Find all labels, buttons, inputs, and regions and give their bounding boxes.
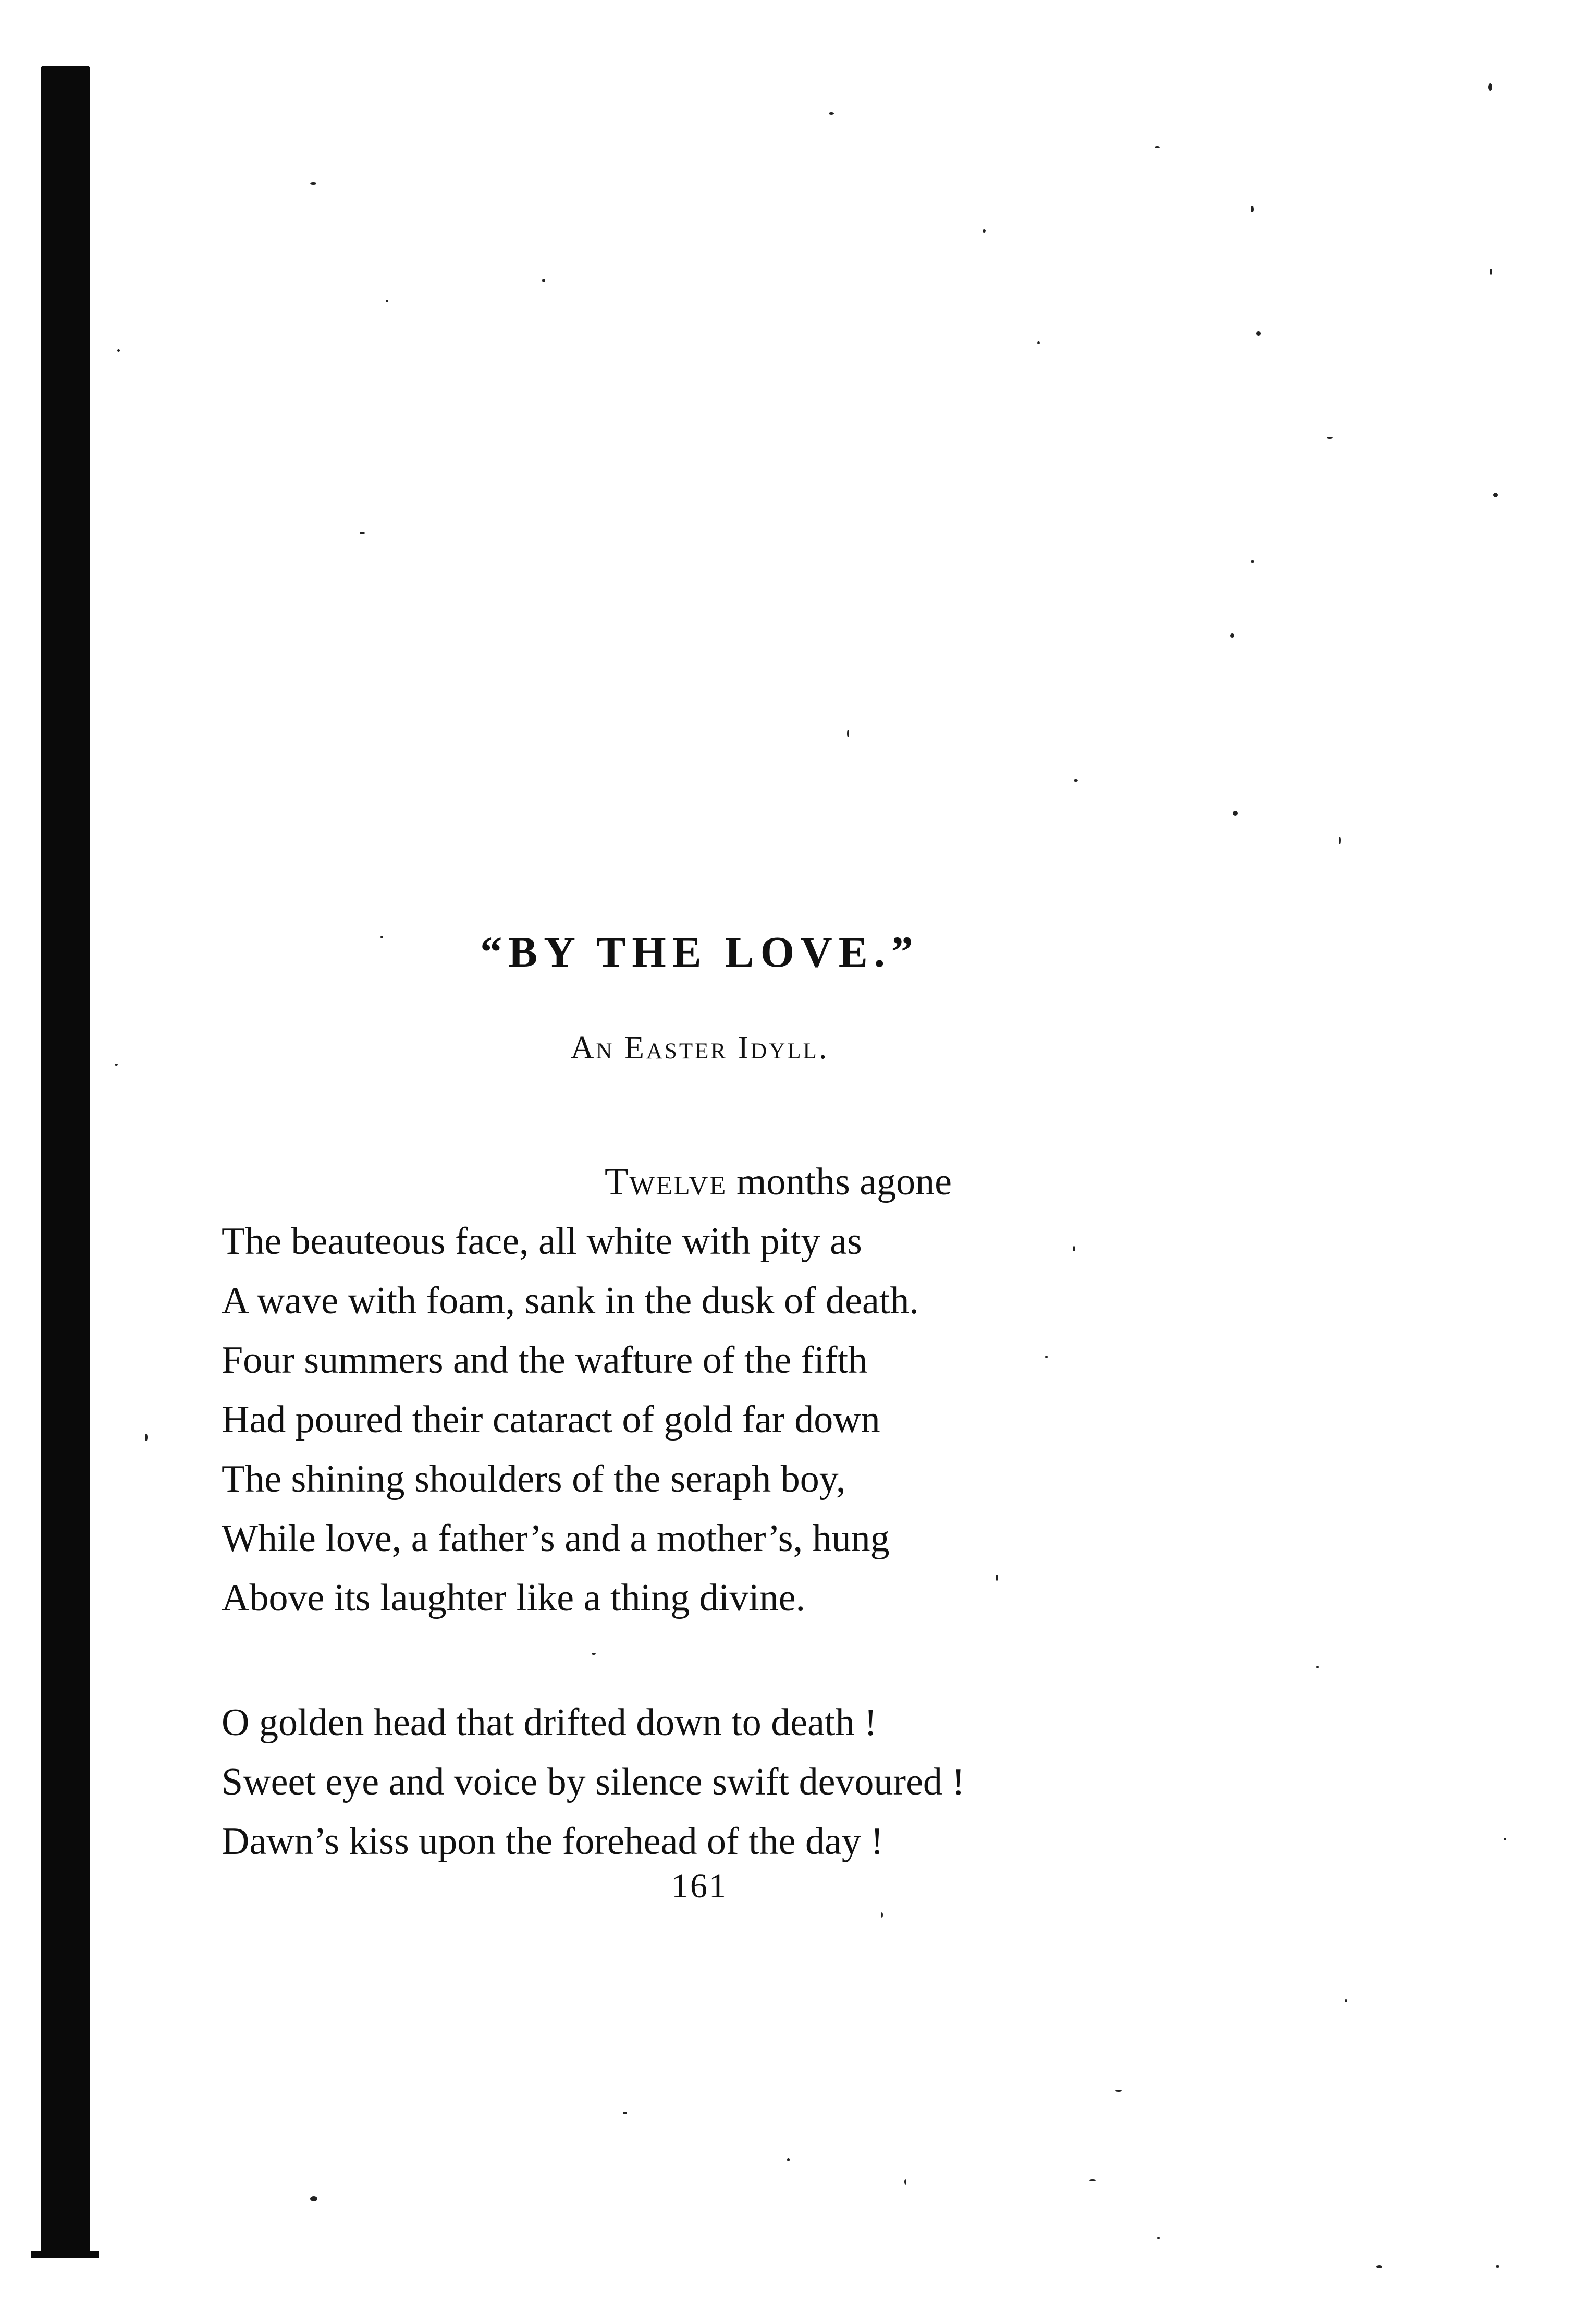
scan-speck xyxy=(1256,331,1261,336)
poem-title: “BY THE LOVE.” xyxy=(480,928,919,977)
scan-speck xyxy=(1376,2265,1382,2268)
poem-line: Had poured their cataract of gold far down xyxy=(222,1398,880,1441)
scan-speck xyxy=(1037,341,1040,344)
poem-body xyxy=(222,1152,1342,1936)
scan-speck xyxy=(1488,83,1492,91)
first-line-rest: months agone xyxy=(727,1161,952,1203)
scan-speck xyxy=(310,2196,317,2201)
scan-speck xyxy=(829,112,834,115)
scan-speck xyxy=(787,2158,790,2161)
scan-speck xyxy=(1230,633,1234,638)
scan-speck xyxy=(1233,811,1238,816)
scan-speck xyxy=(1089,2179,1096,2181)
poem-line: A wave with foam, sank in the dusk of death. xyxy=(222,1279,919,1322)
scan-speck xyxy=(904,2179,906,2185)
poem-line: The shining shoulders of the seraph boy, xyxy=(222,1458,846,1500)
first-word: Twelve xyxy=(605,1161,727,1203)
scan-speck xyxy=(847,730,849,737)
scan-speck xyxy=(1504,1838,1506,1840)
scan-speck xyxy=(117,349,120,352)
scan-speck xyxy=(1493,493,1498,497)
poem-line: While love, a father’s and a mother’s, hung xyxy=(222,1517,890,1560)
scan-speck xyxy=(1339,837,1341,844)
poem-line: Sweet eye and voice by silence swift devoured ! xyxy=(222,1761,965,1803)
scan-speck xyxy=(623,2112,627,2114)
stanza-1 xyxy=(222,1152,1342,1628)
scan-speck xyxy=(1251,206,1254,212)
poem-subtitle: An Easter Idyll. xyxy=(570,1030,829,1066)
scan-speck xyxy=(1327,437,1333,439)
scan-speck xyxy=(1074,779,1078,782)
scan-speck xyxy=(1345,1999,1347,2002)
scan-speck xyxy=(1115,2090,1122,2092)
scan-speck xyxy=(145,1434,148,1441)
poem-line: Above its laughter like a thing divine. xyxy=(222,1577,806,1619)
poem-line: O golden head that drifted down to death ! xyxy=(222,1701,877,1744)
scan-speck xyxy=(542,279,545,282)
page-number: 161 xyxy=(671,1867,728,1905)
scan-speck xyxy=(983,229,986,233)
stanza-2 xyxy=(222,1693,1342,1871)
scan-speck xyxy=(1496,2265,1499,2268)
poem-line xyxy=(222,1152,1342,1212)
scan-speck xyxy=(1157,2237,1160,2239)
poem-line: Four summers and the wafture of the fifth xyxy=(222,1339,868,1382)
poem-line: Dawn’s kiss upon the forehead of the day ! xyxy=(222,1820,883,1863)
scan-speck xyxy=(1155,146,1160,148)
poem-line: The beauteous face, all white with pity as xyxy=(222,1220,862,1263)
binding-gutter xyxy=(41,66,90,2258)
scan-speck xyxy=(360,532,365,534)
binding-gutter-foot xyxy=(31,2251,99,2258)
scan-speck xyxy=(1251,560,1254,563)
scan-speck xyxy=(386,300,388,302)
scan-speck xyxy=(1490,269,1492,275)
scan-speck xyxy=(310,182,316,185)
